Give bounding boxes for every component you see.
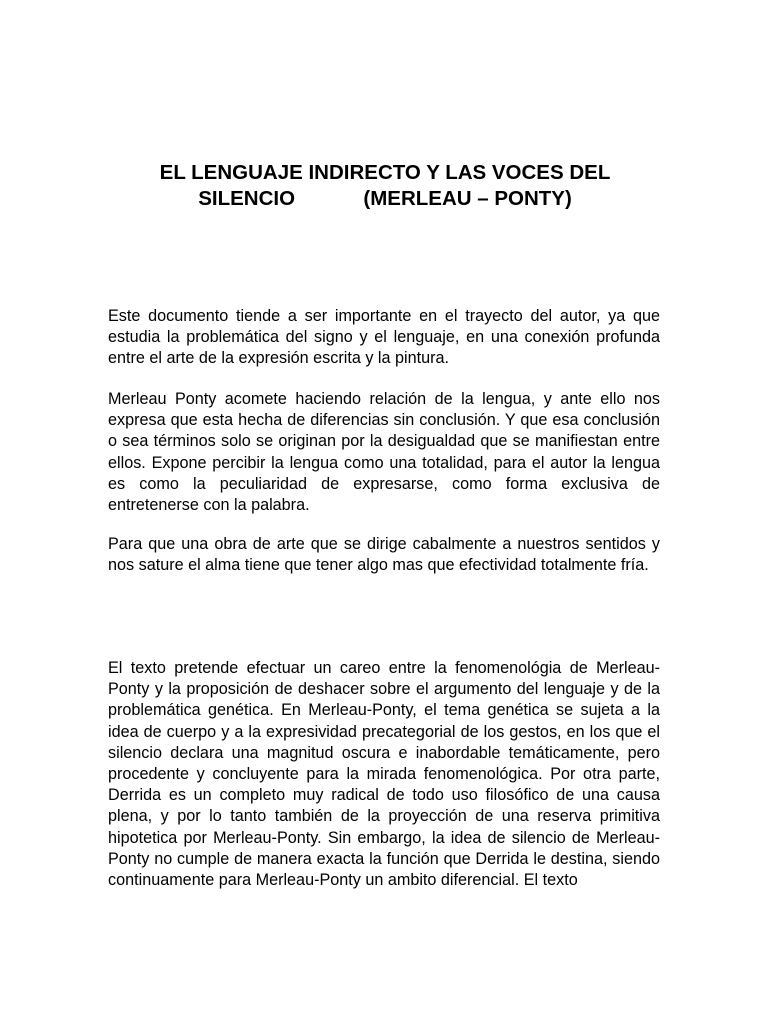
document-title — [100, 160, 670, 212]
paragraph-3: Para que una obra de arte que se dirige cabalmente a nuestros sentidos y nos sature el alma tiene que tener algo mas que efectividad totalmente fría. — [108, 535, 660, 575]
paragraph-1: Este documento tiende a ser importante en el trayecto del autor, ya que estudia la problemática del signo y el lenguaje, en una conexión profunda entre el arte de la expresión escrita y la pintura. — [108, 307, 660, 368]
document-title-line-1: EL LENGUAJE INDIRECTO Y LAS VOCES DEL — [159, 161, 611, 184]
paragraph-2: Merleau Ponty acomete haciendo relación de la lengua, y ante ello nos expresa que esta hecha de diferencias sin conclusión. Y que esa conclusión o sea términos solo se originan por la desigualdad que se manifiestan entre ellos. Expone percibir la lengua como una totalidad, para el autor la lengua es como la peculiaridad de expresarse, como forma exclusiva de entretenerse con la palabra. — [108, 390, 660, 515]
document-title-line-2: SILENCIO (MERLEAU – PONTY) — [198, 187, 572, 210]
paragraph-4: El texto pretende efectuar un careo entre la fenomenológia de Merleau-Ponty y la proposición de deshacer sobre el argumento del lenguaje y de la problemática genética. En Merleau-Ponty, el tema genética se sujeta a la idea de cuerpo y a la expresividad precategorial de los gestos, en los que el silencio declara una magnitud oscura e inabordable temáticamente, pero procedente y concluyente para la mirada fenomenológica. Por otra parte, Derrida es un completo muy radical de todo uso filosófico de una causa plena, y por lo tanto también de la proyección de una reserva primitiva hipotetica por Merleau-Ponty. Sin embargo, la idea de silencio de Merleau-Ponty no cumple de manera exacta la función que Derrida le destina, siendo continuamente para Merleau-Ponty un ambito diferencial. El texto — [108, 659, 660, 890]
